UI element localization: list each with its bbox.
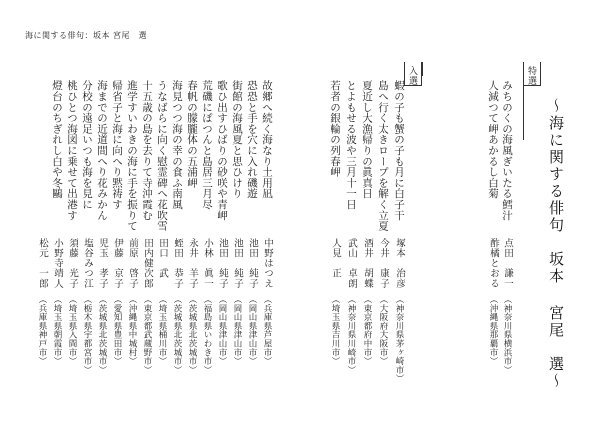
poem-author-name: 塚本 治彦 [394, 238, 405, 289]
poem-haiku-text: 海までの近道間へり花みかん [96, 80, 108, 221]
poem-author-name: 中野はつえ [262, 238, 273, 289]
poem-author-place: （埼玉県朝霞市） [52, 295, 62, 366]
poem-author-place: （埼玉県桶川市） [157, 295, 167, 366]
poem-haiku-text: うなばらに向く慰霊碑へ花吹雪 [156, 80, 168, 232]
poem-haiku-text: 故郷へ続く海なり土用凪 [261, 80, 273, 199]
poem-haiku-text: とよもせる波や三月十一日 [345, 80, 357, 210]
poem-author-name: 前原 啓子 [127, 238, 138, 289]
poem-author-place: （東京都武蔵野市） [142, 295, 152, 375]
poem-author-place: （岡山県津山市） [217, 295, 227, 366]
poem-author-name: 今井 康子 [378, 238, 389, 289]
poem-author-place: （福島県いわき市） [202, 295, 212, 375]
poem-author-place: （沖縄県中城村） [127, 295, 137, 366]
poem-author-place: （神奈川県茅ヶ崎市） [394, 295, 404, 383]
poem-author-name: 永井 羊子 [187, 238, 198, 289]
poem-author-place: （神奈川県川崎市） [346, 295, 356, 375]
poem-haiku-text: 荒磯にぽつんと島居三月尽 [201, 80, 213, 210]
poem-haiku-text: 島へ行く太きロープを解く立夏 [377, 80, 389, 232]
section-label-tokusen: 特選 [523, 62, 541, 86]
poem-author-place: （神奈川県横浜市） [502, 295, 512, 375]
page-header: 海に関する俳句：坂本 宮尾 選 [25, 31, 148, 40]
poem-author-name: 児玉 孝子 [97, 238, 108, 289]
section-label-nyusen: 入選 [404, 62, 422, 86]
poem-author-place: （茨城県北茨城市） [187, 295, 197, 375]
poem-author-place: （栃木県宇都宮市） [82, 295, 92, 375]
section-divider-line [523, 62, 524, 140]
poem-author-place: （岡山県津山市） [247, 295, 257, 366]
poem-author-name: 蛭田 恭子 [172, 238, 183, 289]
poem-author-place: （愛知県豊田市） [112, 295, 122, 366]
section-divider-line [404, 62, 405, 76]
poem-haiku-text: 燈台のちぎれし白や冬鷗 [51, 80, 63, 199]
section-divider-line [422, 62, 423, 76]
poem-author-name: 酢橘とおる [488, 238, 499, 289]
poem-author-name: 酒井 胡蝶 [362, 238, 373, 289]
poem-author-name: 武山 卓朗 [346, 238, 357, 289]
poem-haiku-text: 人減つて岬あかるし白菊 [487, 80, 499, 199]
poem-haiku-text: 帰省子と海に向へり黙祷す [111, 80, 123, 210]
poem-haiku-text: 若者の銀輪の列春岬 [329, 80, 341, 178]
poem-haiku-text: 春帆の朦朧体の五浦岬 [186, 80, 198, 188]
poem-author-name: 須藤 光子 [67, 238, 78, 289]
poem-author-place: （埼玉県入間市） [67, 295, 77, 366]
poem-haiku-text: 恐恐と手を穴に入れ磯遊 [246, 80, 258, 199]
poem-haiku-text: 夏近し大漁帰りの眞真日 [361, 80, 373, 199]
poem-author-place: （沖縄県那覇市） [488, 295, 498, 366]
poem-author-name: 塩谷みつ江 [82, 238, 93, 289]
poem-author-place: （兵庫県芦屋市） [262, 295, 272, 366]
poem-author-name: 池田 純子 [247, 238, 258, 289]
poem-author-place: （茨城県北茨城市） [97, 295, 107, 375]
poem-haiku-text: 街館の海風夏と思ひけり [231, 80, 243, 199]
poem-author-place: （岡山県津山市） [232, 295, 242, 366]
poem-haiku-text: 蝦の子も蟹の子も月に白子干 [393, 80, 405, 221]
poem-author-place: （兵庫県神戸市） [37, 295, 47, 366]
poem-author-name: 小林 眞一 [202, 238, 213, 289]
poem-haiku-text: 分校の遠足いつも海を見に [81, 80, 93, 210]
poem-haiku-text: 海見つつ海の幸の食ふ南風 [171, 80, 183, 210]
poem-author-name: 池田 純子 [232, 238, 243, 289]
page-title: 〜海に関する俳句 坂本 宮尾 選〜 [547, 98, 565, 390]
poem-author-place: （埼玉県吉川市） [330, 295, 340, 366]
poem-author-place: （茨城県北茨城市） [172, 295, 182, 375]
poem-author-name: 小野寺靖人 [52, 238, 63, 289]
poem-author-name: 田口 武 [157, 238, 168, 279]
poem-author-name: 点田 謙一 [502, 238, 513, 289]
poem-haiku-text: 進学すいわきの海に手を振りて [126, 80, 138, 232]
poem-haiku-text: 歌ひ出すひばりの砂咲や青岬 [216, 80, 228, 221]
poem-haiku-text: みちのくの海風ぎいたる鱈汁 [501, 80, 513, 221]
poem-author-name: 池田 純子 [217, 238, 228, 289]
poem-author-name: 人見 正 [330, 238, 341, 279]
poem-author-name: 松元 一郎 [37, 238, 48, 289]
poem-haiku-text: 桃ひとつ海図に乗せて出港す [66, 80, 78, 221]
poem-author-name: 田内健次郎 [142, 238, 153, 289]
poem-author-place: （大阪府大阪市） [378, 295, 388, 366]
poem-haiku-text: 十五歳の島を去りて寺沖霞む [141, 80, 153, 221]
poem-author-name: 伊藤 京子 [112, 238, 123, 289]
poem-author-place: （東京都府中市） [362, 295, 372, 366]
